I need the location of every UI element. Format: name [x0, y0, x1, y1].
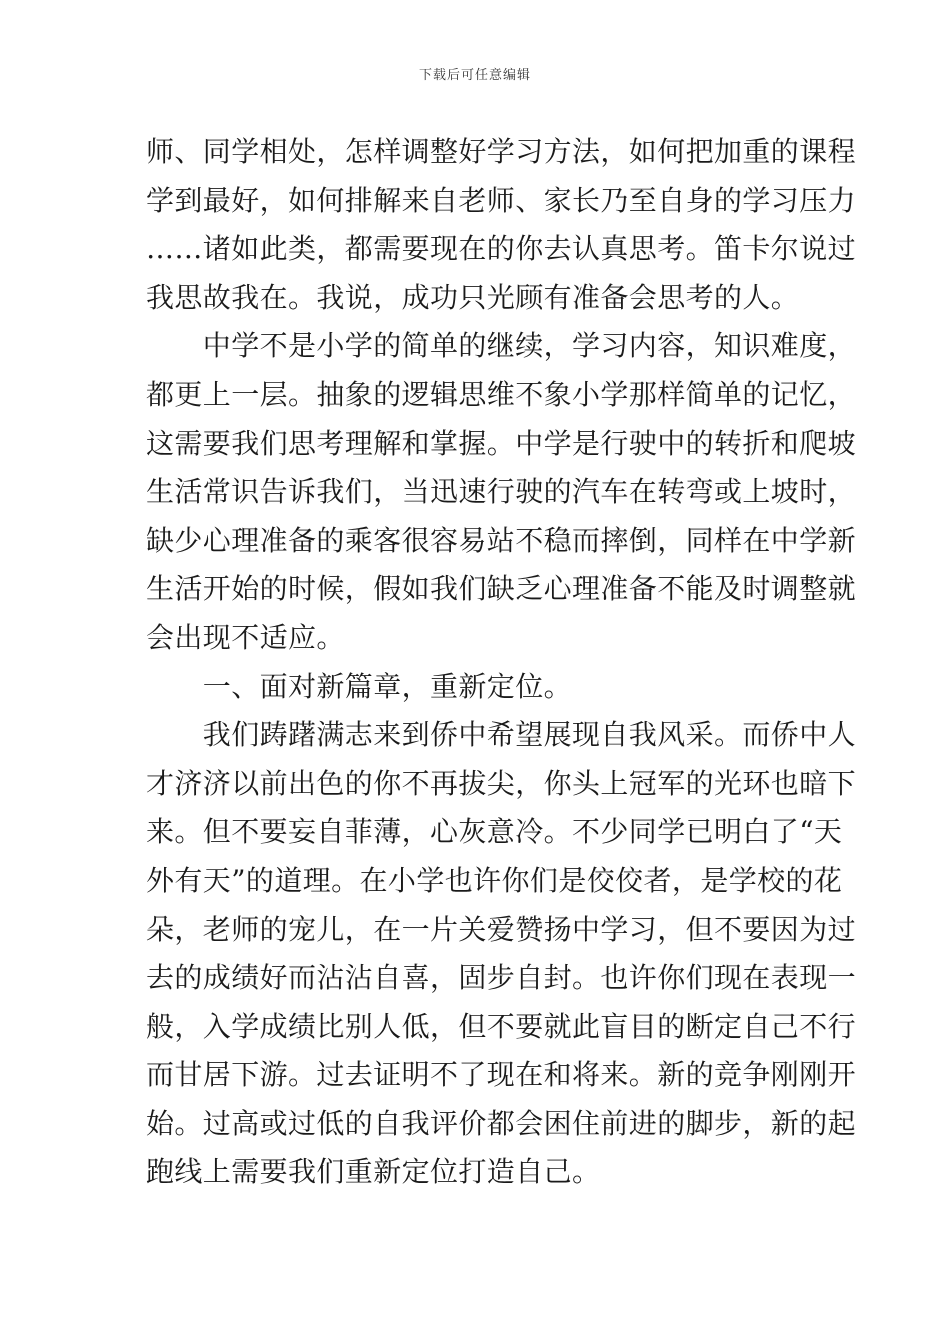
text-line: 跑线上需要我们重新定位打造自己。 [146, 1155, 601, 1189]
text-line: 学到最好，如何排解来自老师、家长乃至自身的学习压力 [146, 183, 857, 217]
text-line: 会出现不适应。 [146, 620, 345, 654]
text-line: 般，入学成绩比别人低，但不要就此盲目的断定自己不行 [146, 1009, 857, 1043]
text-line: ……诸如此类，都需要现在的你去认真思考。笛卡尔说过 [146, 232, 857, 266]
text-line: 都更上一层。抽象的逻辑思维不象小学那样简单的记忆， [146, 377, 857, 411]
text-line: 我们踌躇满志来到侨中希望展现自我风采。而侨中人 [146, 718, 857, 752]
text-line: 中学不是小学的简单的继续，学习内容，知识难度， [146, 329, 857, 363]
text-line: 而甘居下游。过去证明不了现在和将来。新的竞争刚刚开 [146, 1058, 857, 1092]
text-line: 才济济以前出色的你不再拔尖，你头上冠军的光环也暗下 [146, 766, 857, 800]
section-heading: 一、面对新篇章，重新定位。 [146, 669, 573, 703]
page-header-note: 下载后可任意编辑 [418, 68, 531, 83]
text-line: 始。过高或过低的自我评价都会困住前进的脚步，新的起 [146, 1106, 857, 1140]
text-line: 缺少心理准备的乘客很容易站不稳而摔倒，同样在中学新 [146, 523, 857, 557]
text-line: 生活开始的时候，假如我们缺乏心理准备不能及时调整就 [146, 572, 857, 606]
text-line: 生活常识告诉我们，当迅速行驶的汽车在转弯或上坡时， [146, 475, 857, 509]
text-line: 师、同学相处，怎样调整好学习方法，如何把加重的课程 [146, 135, 857, 168]
text-line: 我思故我在。我说，成功只光顾有准备会思考的人。 [146, 280, 800, 314]
text-line: 来。但不要妄自菲薄，心灰意冷。不少同学已明白了“天 [146, 815, 843, 849]
document-body [146, 128, 857, 1197]
text-line: 这需要我们思考理解和掌握。中学是行驶中的转折和爬坡 [146, 426, 857, 460]
text-line: 朵，老师的宠儿，在一片关爱赞扬中学习，但不要因为过 [146, 912, 857, 946]
text-line: 去的成绩好而沾沾自喜，固步自封。也许你们现在表现一 [146, 961, 857, 995]
text-line: 外有天”的道理。在小学也许你们是佼佼者，是学校的花 [146, 863, 843, 897]
